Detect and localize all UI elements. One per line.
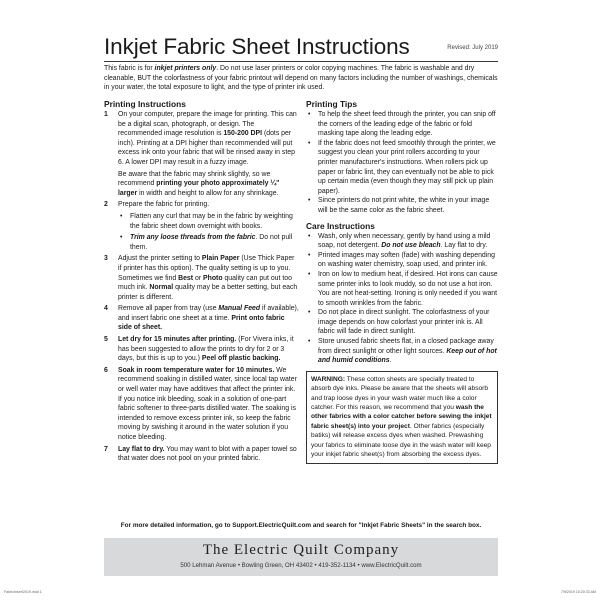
intro-emphasis: inkjet printers only: [154, 65, 217, 72]
care-wash-a: Wash, only when necessary, gently by hand using a mild soap, not detergent.: [318, 232, 491, 250]
step-3-i: quality may be a better setting, but each printer is different.: [118, 284, 298, 301]
step-5-b: (For Vivera inks, it has been suggested to allow the prints to dry for 2 or 3 days, but this is up to you.): [118, 336, 294, 363]
care-soften: • Printed images may soften (fade) with washing depending on washing water chemistry, soap used, and printer ink.: [306, 251, 498, 270]
warning-emphasis: wash the other fabrics with a color catcher before sewing the inkjet fabric sheet(s) into your project: [311, 404, 492, 430]
company-address: 500 Lehman Avenue • Bowling Green, OH 43402 • 419-352-1134 • www.ElectricQuilt.com: [180, 562, 422, 569]
step-4-d: Print onto fabric side of sheet.: [118, 314, 285, 332]
step-2-sublist: [118, 212, 299, 252]
step-1: [104, 110, 299, 198]
footer-note: For more detailed information, go to Support.ElectricQuilt.com and search for "Inkjet Fabric Sheets" in the search box.: [120, 522, 482, 529]
step-1-note-b: printing your photo approximately ¼" larger: [118, 180, 280, 197]
care-instructions-list: [306, 232, 498, 366]
company-banner: [104, 538, 498, 576]
step-3-h: Normal: [149, 284, 174, 292]
warning-label: WARNING:: [311, 375, 346, 383]
care-store-emphasis: Keep out of hot and humid conditions: [318, 347, 497, 365]
step-6-text: [118, 366, 299, 443]
step-4-b: Manual Feed: [218, 305, 261, 313]
step-3-f: Photo: [203, 274, 223, 282]
step-3-d: Best: [178, 274, 194, 282]
page-title: Inkjet Fabric Sheet Instructions: [104, 34, 410, 59]
step-3-c: (Use Thick Paper if printer has this option). The quality setting is up to you. Sometimes we find: [118, 255, 295, 282]
step-3-text: [118, 254, 299, 302]
care-iron: • Iron on low to medium heat, if desired. Hot irons can cause some printer inks to look muddy, so do not use a hot iron. You are not heat-setting. Ironing is only needed if you want to smooth wrinkles from the fabric.: [306, 270, 498, 308]
care-store-c: .: [389, 357, 392, 365]
tip-white: • Since printers do not print white, the white in your image will be the same color as the fabric sheet.: [306, 196, 498, 215]
warning-text-a: These cotton sheets are specially treated to absorb dye inks. Please be aware that the sheets will absorb and trap loose dyes in your wash water much like a color catcher. For this reason, we recommend that you: [311, 375, 489, 412]
step-4-c: if available), and insert fabric one sheet at a time.: [118, 305, 299, 322]
step-5-text: [118, 335, 299, 364]
step-1-text: [118, 110, 299, 168]
step-6: [104, 366, 299, 443]
printing-tips-list: [306, 110, 498, 216]
printing-instructions-heading: Printing Instructions: [104, 99, 186, 109]
print-slug-file: FabricInsert2019.indd 1: [4, 590, 42, 594]
tip-clean-rollers: • If the fabric does not feed smoothly through the printer, we suggest you clean your print rollers according to your printer manufacturer's instructions. When rollers pick up paper or fabric lint, they can eventually not be able to pick up certain media (even though they may still pick up plain paper).: [306, 139, 498, 197]
step-6-b: We recommend soaking in distilled water, since local tap water or well water may have additives that affect the printer ink. If you notice ink bleeding, soak in a solution of one-part fabric softener to three-parts distilled water. The soaking is intended to remove excess printer ink, so keep the fabric moving by swishing it around in the water solution if you notice bleeding.: [118, 366, 297, 441]
step-number: 2: [104, 201, 108, 209]
step-3: [104, 254, 299, 302]
care-store-a: Store unused fabric sheets flat, in a closed package away from direct sunlight or other light sources.: [318, 338, 494, 355]
care-sunlight: • Do not place in direct sunlight. The colorfastness of your image depends on how colorfast your printer ink is. All fabric will fade in direct sunlight.: [306, 308, 498, 337]
step-2-sub-flatten: • Flatten any curl that may be in the fabric by weighting the fabric sheet down overnight with books.: [118, 212, 299, 231]
step-5: [104, 335, 299, 364]
step-6-a: Soak in room temperature water for 10 minutes.: [118, 366, 275, 374]
step-3-g: quality can put out too much ink.: [118, 274, 292, 292]
care-no-bleach: Do not use bleach: [381, 242, 441, 250]
step-4: [104, 304, 299, 333]
step-1-note-c: in width and height to allow for any shrinkage.: [137, 189, 279, 197]
care-wash-c: . Lay flat to dry.: [440, 242, 488, 250]
step-2-text: Prepare the fabric for printing.: [118, 201, 210, 209]
step-4-a: Remove all paper from tray (use: [118, 305, 219, 313]
header: [104, 34, 498, 64]
print-slug-date: 7/9/2019 10:20:33 AM: [560, 590, 596, 594]
step-4-text: [118, 304, 299, 333]
right-column: [306, 99, 498, 464]
step-1-text-c: (dots per inch). Printing at a DPI higher than recommended will put excess ink onto your fabric that will be rinsed away in step 6. A lower DPI may result in a fuzzy image.: [118, 130, 295, 166]
care-store: [306, 337, 498, 366]
step-number: 6: [104, 366, 108, 374]
care-wash: [306, 232, 498, 251]
tip-snip-corners: • To help the sheet feed through the printer, you can snip off the corners of the leading edge of the fabric or fold masking tape along the leading edge.: [306, 110, 498, 139]
step-number: 5: [104, 336, 108, 344]
revision-date: Revised: July 2019: [447, 45, 498, 51]
care-instructions-heading: Care Instructions: [306, 220, 375, 231]
step-number: 3: [104, 255, 108, 263]
step-number: 4: [104, 305, 108, 313]
step-7-text: [118, 445, 299, 464]
step-3-a: Adjust the printer setting to: [118, 255, 202, 263]
step-2-trim-emphasis: Trim any loose threads from the fabric: [130, 234, 256, 242]
intro-text-start: This fabric is for: [104, 65, 155, 72]
step-number: 1: [104, 111, 108, 118]
step-7-a: Lay flat to dry.: [118, 445, 165, 453]
step-5-a: Let dry for 15 minutes after printing.: [118, 336, 237, 344]
step-1-note-a: Be aware that the fabric may shrink slightly, so we recommend: [118, 170, 271, 188]
step-3-e: or: [193, 274, 204, 282]
intro-paragraph: [104, 64, 498, 93]
step-1-dpi: 150-200 DPI: [223, 130, 263, 138]
step-7-b: You may want to blot with a paper towel so that water does not pool on your printed fabric.: [118, 445, 297, 463]
step-1-text-a: On your computer, prepare the image for printing. This can be a digital scan, photograph, or design. The recommended image resolution is: [118, 111, 297, 138]
step-2-sub-trim: [118, 233, 299, 252]
step-1-shrink-note: [118, 170, 299, 199]
step-3-b: Plain Paper: [201, 255, 240, 263]
step-2: [104, 200, 299, 252]
warning-box: [306, 371, 498, 464]
intro-text-end: . Do not use laser printers or color copying machines. The fabric is washable and dry cleanable, BUT the colorfastness of your fabric printout will depend on many factors including the number of washings, chemicals in your water, the total exposure to light, and the type of printer ink used.: [104, 65, 498, 92]
step-7: [104, 445, 299, 464]
printing-tips-heading: Printing Tips: [306, 99, 358, 109]
warning-text-c: . Other fabrics (especially batiks) will release excess dyes when washed. Prewashing your fabrics to eliminate loose dye in the wash water will keep your inkjet fabric sheet(s) from absorbing the excess dyes.: [311, 422, 491, 459]
step-2-trim-rest: . Do not pull them.: [130, 234, 293, 251]
step-5-c: Peel off plastic backing.: [201, 355, 281, 363]
step-number: 7: [104, 445, 108, 453]
header-rule: [104, 61, 498, 62]
company-name: The Electric Quilt Company: [202, 542, 400, 558]
left-column: [104, 99, 299, 466]
